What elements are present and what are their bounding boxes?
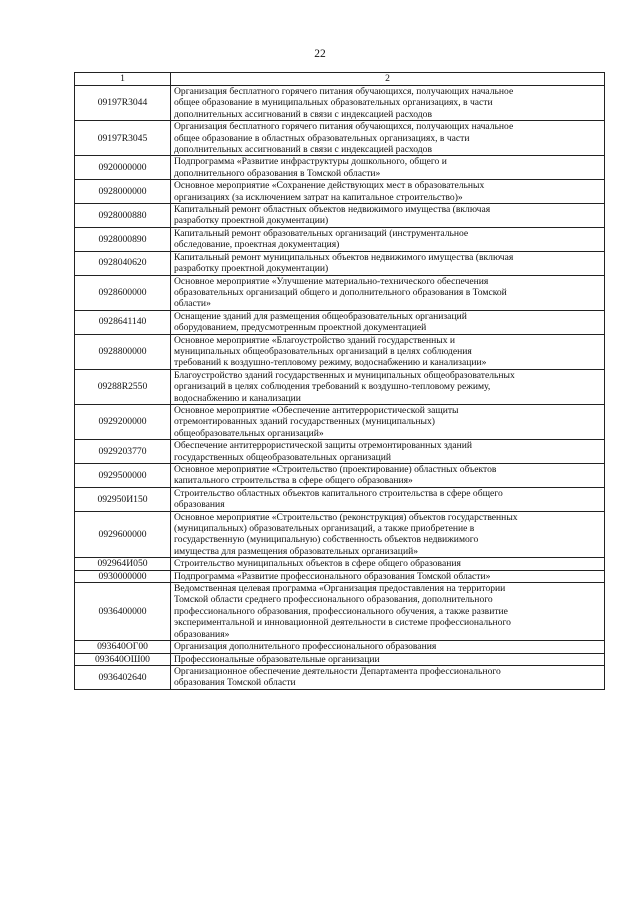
name-line: образовательных организаций общего и дополнительного образования в Томской	[174, 286, 507, 298]
name-line: Капитальный ремонт областных объектов недвижимого имущества (включая	[174, 204, 491, 216]
target-article-code: 0928000880	[75, 204, 171, 228]
target-article-code: 092950И150	[75, 487, 171, 511]
table-row	[75, 251, 605, 275]
name-line: разработку проектной документации)	[174, 263, 329, 275]
name-line: Основное мероприятие «Обеспечение антитеррористической защиты	[174, 404, 459, 416]
target-article-name	[171, 204, 605, 228]
table-row	[75, 369, 605, 404]
target-article-code: 09197R3045	[75, 121, 171, 156]
name-line: Обеспечение антитеррористической защиты отремонтированных зданий	[174, 440, 473, 452]
name-line: Основное мероприятие «Улучшение материально-технического обеспечения	[174, 275, 489, 287]
table-row	[75, 310, 605, 334]
target-article-code: 0929200000	[75, 404, 171, 439]
table-header-row	[75, 73, 605, 86]
name-line: государственную (муниципальную) собственность объектов недвижимого	[174, 534, 479, 546]
column-header-2: 2	[171, 73, 605, 86]
table-row	[75, 653, 605, 665]
table-row	[75, 665, 605, 689]
name-line: водоснабжению и канализации	[174, 392, 301, 404]
target-article-code: 0929203770	[75, 440, 171, 464]
target-article-code: 0929600000	[75, 511, 171, 558]
name-line: дополнительного образования в Томской области»	[174, 167, 381, 179]
target-article-name	[171, 440, 605, 464]
target-article-name	[171, 121, 605, 156]
name-line: дополнительных ассигнований в связи с индексацией расходов	[174, 108, 433, 120]
table-row	[75, 204, 605, 228]
name-line: дополнительных ассигнований в связи с индексацией расходов	[174, 144, 433, 156]
target-article-code: 0928800000	[75, 334, 171, 369]
target-article-name	[171, 665, 605, 689]
name-line: Ведомственная целевая программа «Организация предоставления на территории	[174, 583, 506, 595]
target-article-name	[171, 583, 605, 641]
target-article-name	[171, 570, 605, 582]
name-line: экспериментальной и инновационной деятельности в системе профессионального	[174, 617, 511, 629]
target-article-name	[171, 641, 605, 653]
budget-classification-table	[74, 72, 605, 690]
table-row	[75, 464, 605, 488]
target-article-name	[171, 86, 605, 121]
target-article-code: 093640ОШ00	[75, 653, 171, 665]
target-article-name	[171, 487, 605, 511]
target-article-name	[171, 558, 605, 570]
table-row	[75, 487, 605, 511]
name-line: образования	[174, 499, 225, 511]
table-row	[75, 558, 605, 570]
name-line: оборудованием, предусмотренным проектной документацией	[174, 322, 427, 334]
name-line: Профессиональные образовательные организации	[174, 653, 380, 665]
table-row	[75, 570, 605, 582]
table-row	[75, 86, 605, 121]
target-article-name	[171, 334, 605, 369]
name-line: Томской области среднего профессионального образования, дополнительного	[174, 594, 493, 606]
table-row	[75, 511, 605, 558]
table-row	[75, 440, 605, 464]
name-line: общее образование в областных образовательных организациях, в части	[174, 132, 470, 144]
target-article-name	[171, 464, 605, 488]
name-line: образования»	[174, 628, 230, 640]
table-row	[75, 156, 605, 180]
name-line: капитального строительства в сфере общего образования»	[174, 475, 413, 487]
name-line: Основное мероприятие «Строительство (реконструкция) объектов государственных	[174, 511, 518, 523]
table-row	[75, 334, 605, 369]
name-line: общеобразовательных организаций»	[174, 427, 324, 439]
name-line: требований к воздушно-тепловому режиму, водоснабжению и канализации»	[174, 357, 487, 369]
name-line: Благоустройство зданий государственных и муниципальных общеобразовательных	[174, 369, 515, 381]
name-line: Основное мероприятие «Сохранение действующих мест в образовательных	[174, 180, 485, 192]
name-line: организациях (за исключением затрат на капитальное строительство)»	[174, 191, 463, 203]
target-article-code: 09197R3044	[75, 86, 171, 121]
name-line: Основное мероприятие «Строительство (проектирование) областных объектов	[174, 464, 497, 475]
name-line: Оснащение зданий для размещения общеобразовательных организаций	[174, 310, 467, 322]
name-line: (муниципальных) образовательных организаций, а также приобретение в	[174, 523, 475, 535]
name-line: муниципальных общеобразовательных организаций в целях соблюдения	[174, 345, 472, 357]
target-article-code: 0930000000	[75, 570, 171, 582]
target-article-code: 0920000000	[75, 156, 171, 180]
target-article-code: 0929500000	[75, 464, 171, 488]
target-article-code: 093640ОГ00	[75, 641, 171, 653]
name-line: Подпрограмма «Развитие профессионального образования Томской области»	[174, 570, 491, 582]
table-row	[75, 275, 605, 310]
target-article-name	[171, 511, 605, 558]
table-row	[75, 180, 605, 204]
name-line: образования Томской области	[174, 677, 296, 689]
table-row	[75, 641, 605, 653]
table-row	[75, 227, 605, 251]
target-article-code: 0928641140	[75, 310, 171, 334]
table-row	[75, 404, 605, 439]
name-line: Капитальный ремонт муниципальных объектов недвижимого имущества (включая	[174, 251, 514, 263]
name-line: Организационное обеспечение деятельности Департамента профессионального	[174, 665, 501, 677]
name-line: имущества для размещения образовательных организаций»	[174, 545, 419, 557]
name-line: Строительство муниципальных объектов в сфере общего образования	[174, 558, 461, 570]
target-article-code: 0928600000	[75, 275, 171, 310]
target-article-name	[171, 653, 605, 665]
column-header-1: 1	[75, 73, 171, 86]
name-line: государственных общеобразовательных организаций	[174, 451, 391, 463]
name-line: Организация дополнительного профессионального образования	[174, 641, 437, 653]
target-article-code: 09288R2550	[75, 369, 171, 404]
page-number: 22	[314, 48, 326, 60]
name-line: области»	[174, 298, 211, 310]
table-row	[75, 121, 605, 156]
name-line: Организация бесплатного горячего питания обучающихся, получающих начальное	[174, 121, 514, 133]
name-line: разработку проектной документации)	[174, 215, 329, 227]
target-article-code: 0936400000	[75, 583, 171, 641]
target-article-code: 0928040620	[75, 251, 171, 275]
target-article-name	[171, 404, 605, 439]
name-line: профессионального образования, профессионального обучения, а также развитие	[174, 605, 508, 617]
target-article-name	[171, 251, 605, 275]
target-article-name	[171, 275, 605, 310]
target-article-code: 0936402640	[75, 665, 171, 689]
name-line: обследование, проектная документация)	[174, 239, 340, 251]
target-article-name	[171, 227, 605, 251]
target-article-code: 092964И050	[75, 558, 171, 570]
target-article-name	[171, 156, 605, 180]
name-line: Подпрограмма «Развитие инфраструктуры дошкольного, общего и	[174, 156, 447, 168]
target-article-name	[171, 369, 605, 404]
target-article-code: 0928000000	[75, 180, 171, 204]
name-line: Строительство областных объектов капитального строительства в сфере общего	[174, 487, 503, 499]
target-article-name	[171, 310, 605, 334]
name-line: Капитальный ремонт образовательных организаций (инструментальное	[174, 227, 469, 239]
name-line: Основное мероприятие «Благоустройство зданий государственных и	[174, 334, 456, 346]
target-article-code: 0928000890	[75, 227, 171, 251]
name-line: общее образование в муниципальных образовательных организациях, в части	[174, 97, 493, 109]
name-line: отремонтированных зданий государственных (муниципальных)	[174, 416, 435, 428]
name-line: организаций в целях соблюдения требований к воздушно-тепловому режиму,	[174, 381, 491, 393]
table-row	[75, 583, 605, 641]
name-line: Организация бесплатного горячего питания обучающихся, получающих начальное	[174, 86, 514, 97]
target-article-name	[171, 180, 605, 204]
